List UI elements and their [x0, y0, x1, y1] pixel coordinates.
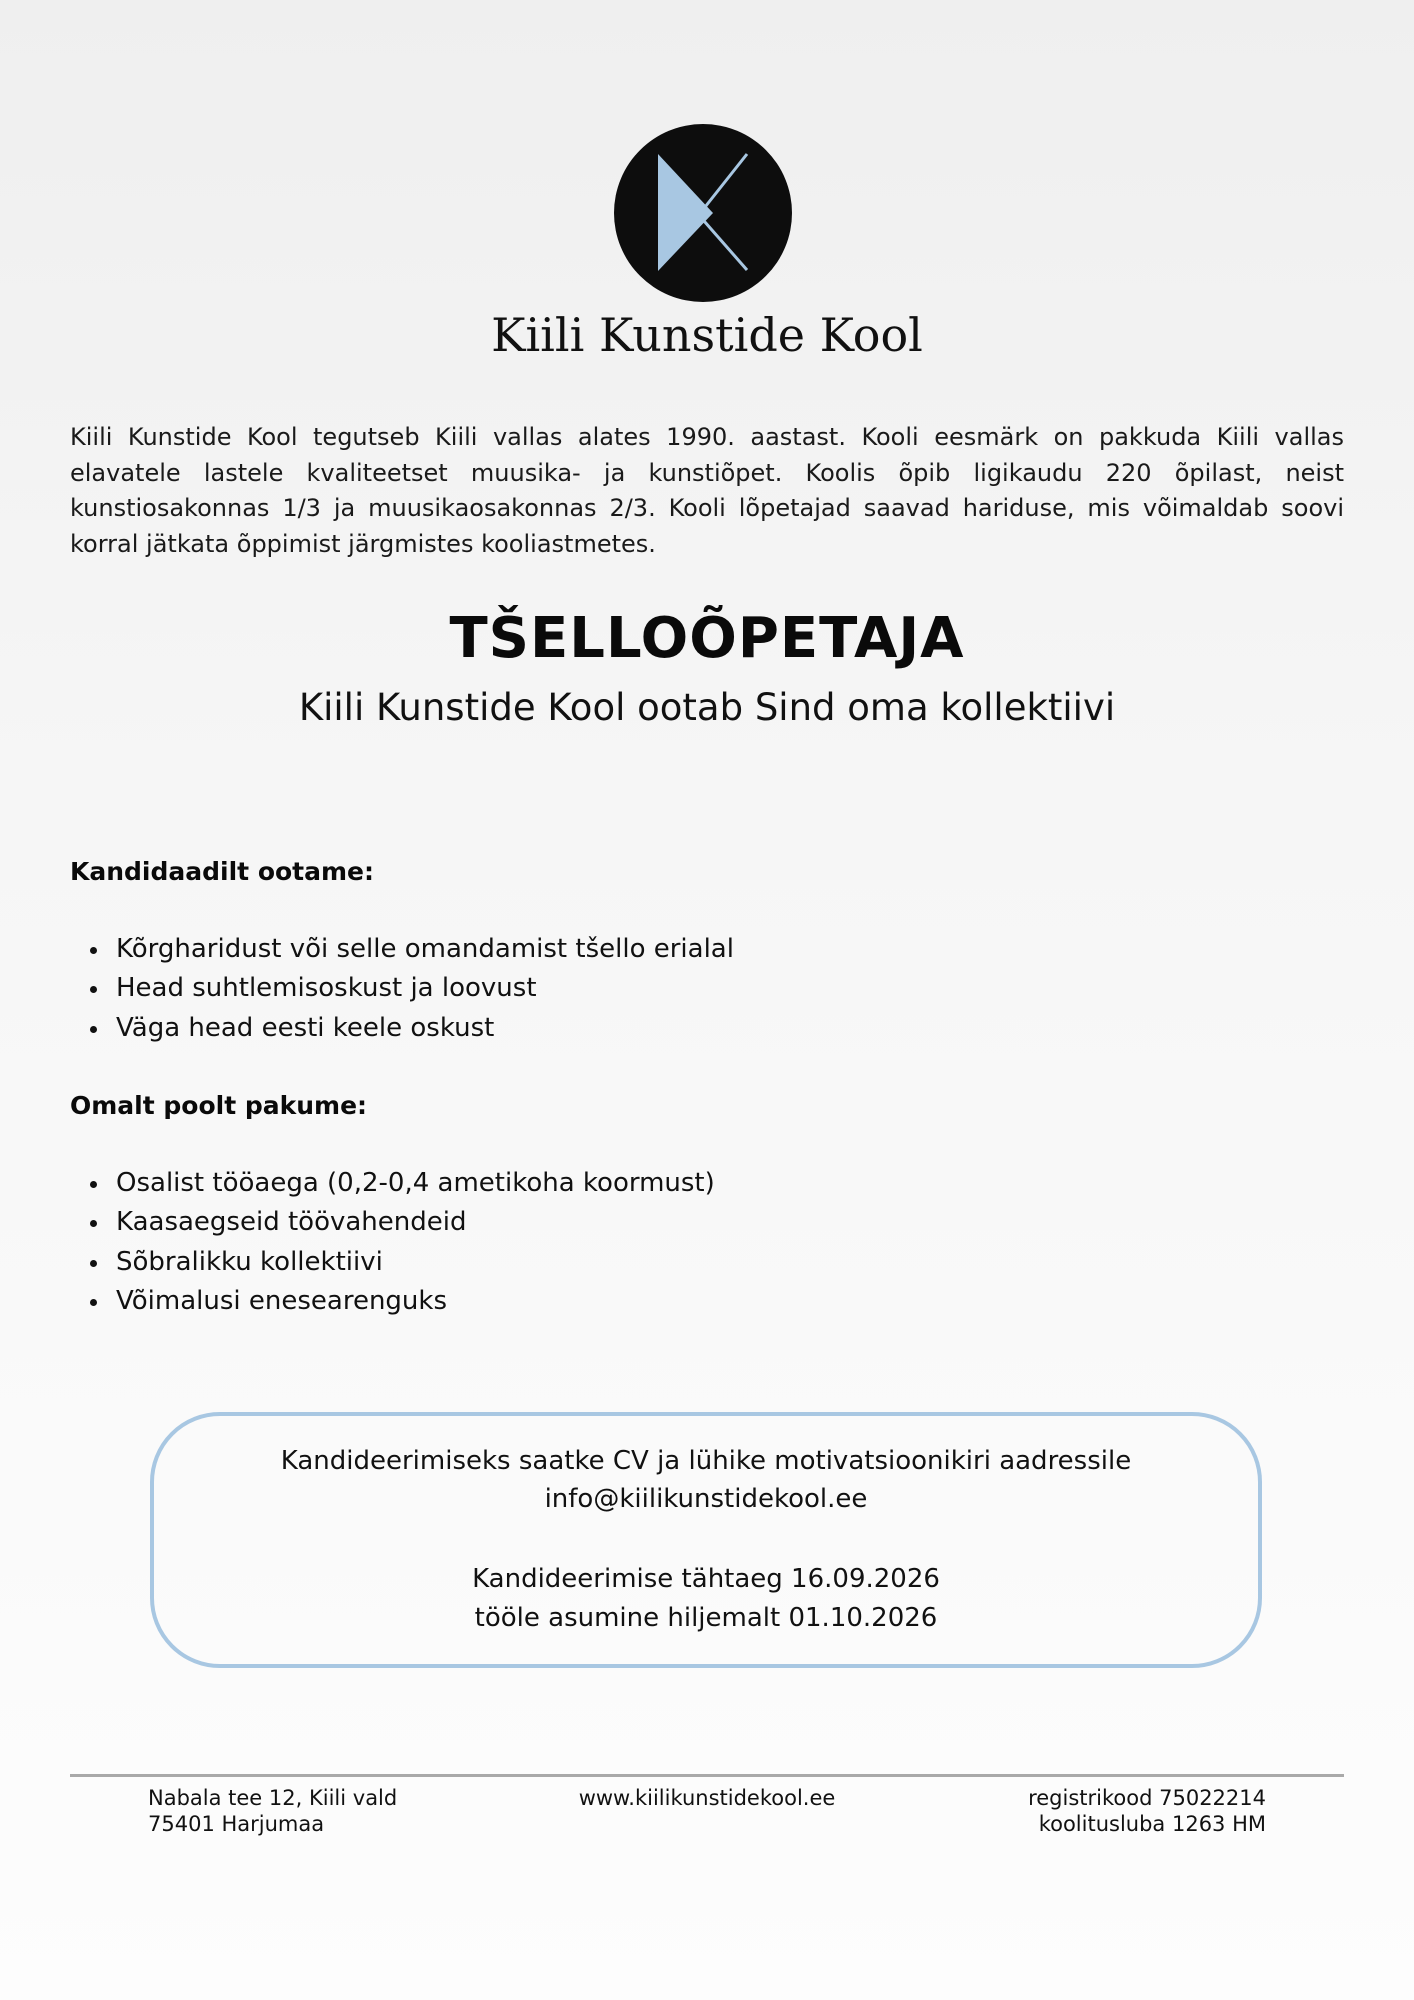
- website-link[interactable]: www.kiilikunstidekool.ee: [578, 1786, 836, 1810]
- list-item: Kaasaegseid töövahendeid: [88, 1203, 715, 1242]
- start-date: tööle asumine hiljemalt 01.10.2026: [474, 1603, 938, 1633]
- kiili-k-logo-icon: [614, 124, 792, 302]
- contact-instruction: Kandideerimiseks saatke CV ja lühike motivatsioonikiri aadressile: [280, 1446, 1132, 1476]
- requirements-list: [88, 930, 734, 1048]
- job-title: TŠELLOÕPETAJA: [449, 606, 965, 671]
- offer-list: [88, 1164, 715, 1321]
- list-item: Kõrgharidust või selle omandamist tšello erialal: [88, 930, 734, 969]
- footer-registry: [1028, 1785, 1266, 1837]
- application-deadline: Kandideerimise tähtaeg 16.09.2026: [472, 1564, 940, 1594]
- list-item: Võimalusi enesearenguks: [88, 1282, 715, 1321]
- list-item: Head suhtlemisoskust ja loovust: [88, 969, 734, 1008]
- school-name: Kiili Kunstide Kool: [491, 308, 923, 362]
- contact-email[interactable]: info@kiilikunstidekool.ee: [544, 1484, 868, 1514]
- list-item: Väga head eesti keele oskust: [88, 1009, 734, 1048]
- requirements-heading: Kandidaadilt ootame:: [70, 857, 375, 886]
- footer-divider: [70, 1774, 1344, 1777]
- list-item: Osalist tööaega (0,2-0,4 ametikoha koormust): [88, 1164, 715, 1203]
- offer-heading: Omalt poolt pakume:: [70, 1091, 368, 1120]
- intro-paragraph: Kiili Kunstide Kool tegutseb Kiili vallas alates 1990. aastast. Kooli eesmärk on pakkuda Kiili vallas elavatele lastele kvaliteetset muusika- ja kunstiõpet. Koolis õpib ligikaudu 220 õpilast, neist kunstiosakonnas 1/3 ja muusikaosakonnas 2/3. Kooli lõpetajad saavad hariduse, mis võimaldab soovi korral jätkata õppimist järgmistes kooliastmetes.: [70, 423, 1344, 558]
- contact-box: [150, 1412, 1262, 1668]
- list-item: Sõbralikku kollektiivi: [88, 1243, 715, 1282]
- footer-address-line: Nabala tee 12, Kiili vald: [148, 1786, 398, 1810]
- training-license: koolitusluba 1263 HM: [1038, 1812, 1266, 1836]
- registry-code: registrikood 75022214: [1028, 1786, 1266, 1810]
- job-subtitle: Kiili Kunstide Kool ootab Sind oma kollektiivi: [298, 686, 1116, 729]
- footer-address-line: 75401 Harjumaa: [148, 1812, 325, 1836]
